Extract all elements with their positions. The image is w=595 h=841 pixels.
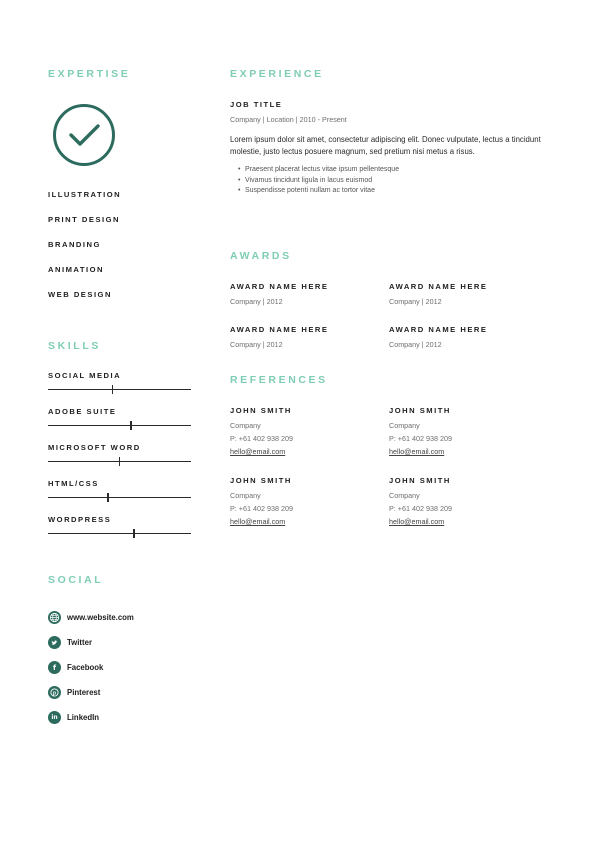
skills-list — [48, 371, 191, 551]
job-description: Lorem ipsum dolor sit amet, consectetur adipiscing elit. Donec vulputate, lectus a tincidunt molestie, justo lectus posuere magnum, sed pretium nisi metus a risus. — [230, 135, 541, 157]
social-label: www.website.com — [67, 613, 134, 622]
experience-entry — [230, 100, 552, 197]
skill-item — [48, 515, 191, 551]
social-item-linkedin[interactable] — [48, 705, 134, 730]
expertise-item: BRANDING — [48, 240, 101, 249]
reference-company: Company — [230, 491, 261, 500]
social-label: Facebook — [67, 663, 104, 672]
award-name: AWARD NAME HERE — [389, 325, 488, 334]
award-detail: Company | 2012 — [230, 340, 283, 349]
reference-email-link[interactable]: hello@email.com — [230, 447, 286, 456]
social-label: LinkedIn — [67, 713, 100, 722]
pinterest-icon — [48, 686, 61, 699]
skill-item — [48, 443, 191, 479]
job-bullet: • Suspendisse potenti nullam ac tortor vitae — [245, 186, 552, 197]
skill-bar — [48, 533, 191, 534]
facebook-icon: f — [48, 661, 61, 674]
skill-name: HTML/CSS — [48, 479, 99, 488]
skill-item — [48, 371, 191, 407]
skill-item — [48, 407, 191, 443]
social-item-website[interactable] — [48, 605, 134, 630]
skill-level-marker — [130, 421, 132, 430]
social-title: SOCIAL — [48, 574, 104, 586]
svg-text:p: p — [52, 690, 57, 697]
job-bullet: • Praesent placerat lectus vitae ipsum pellentesque — [245, 165, 552, 176]
job-meta: Company | Location | 2010 - Present — [230, 115, 347, 124]
skill-name: WORDPRESS — [48, 515, 112, 524]
job-bullets — [230, 165, 552, 197]
reference-name: JOHN SMITH — [389, 406, 451, 415]
experience-title: EXPERIENCE — [230, 68, 324, 80]
award-name: AWARD NAME HERE — [230, 282, 329, 291]
reference-phone: P: +61 402 938 209 — [230, 504, 293, 513]
social-label: Twitter — [67, 638, 92, 647]
social-item-pinterest[interactable] — [48, 680, 134, 705]
references-title: REFERENCES — [230, 374, 328, 386]
award-item — [389, 325, 539, 349]
reference-email-link[interactable]: hello@email.com — [389, 517, 445, 526]
skill-level-marker — [133, 529, 135, 538]
reference-email-link[interactable]: hello@email.com — [389, 447, 445, 456]
reference-phone: P: +61 402 938 209 — [389, 434, 452, 443]
globe-icon — [48, 611, 61, 624]
award-item — [389, 282, 539, 306]
skill-bar — [48, 461, 191, 462]
linkedin-icon: in — [48, 711, 61, 724]
award-item — [230, 282, 380, 306]
skill-bar — [48, 389, 191, 390]
skill-name: MICROSOFT WORD — [48, 443, 141, 452]
skill-name: ADOBE SUITE — [48, 407, 117, 416]
reference-name: JOHN SMITH — [389, 476, 451, 485]
social-item-twitter[interactable] — [48, 630, 134, 655]
social-item-facebook[interactable] — [48, 655, 134, 680]
expertise-item: WEB DESIGN — [48, 290, 112, 299]
reference-item — [230, 406, 380, 458]
skill-level-marker — [112, 385, 114, 394]
award-detail: Company | 2012 — [389, 340, 442, 349]
skill-bar — [48, 425, 191, 426]
twitter-icon — [48, 636, 61, 649]
job-bullet: • Vivamus tincidunt ligula in lacus euismod — [245, 176, 552, 187]
reference-company: Company — [389, 491, 420, 500]
reference-name: JOHN SMITH — [230, 476, 292, 485]
award-item — [230, 325, 380, 349]
skill-bar — [48, 497, 191, 498]
skill-level-marker — [119, 457, 121, 466]
reference-name: JOHN SMITH — [230, 406, 292, 415]
award-name: AWARD NAME HERE — [230, 325, 329, 334]
job-title: JOB TITLE — [230, 100, 283, 109]
award-detail: Company | 2012 — [230, 297, 283, 306]
skill-level-marker — [107, 493, 109, 502]
expertise-title: EXPERTISE — [48, 68, 131, 80]
reference-phone: P: +61 402 938 209 — [230, 434, 293, 443]
award-detail: Company | 2012 — [389, 297, 442, 306]
award-name: AWARD NAME HERE — [389, 282, 488, 291]
skills-title: SKILLS — [48, 340, 101, 352]
reference-item — [230, 476, 380, 528]
expertise-list — [48, 190, 121, 315]
skill-item — [48, 479, 191, 515]
reference-email-link[interactable]: hello@email.com — [230, 517, 286, 526]
expertise-item: ILLUSTRATION — [48, 190, 122, 199]
social-label: Pinterest — [67, 688, 101, 697]
expertise-item: PRINT DESIGN — [48, 215, 121, 224]
social-list — [48, 605, 134, 730]
skill-name: SOCIAL MEDIA — [48, 371, 122, 380]
awards-title: AWARDS — [230, 250, 292, 262]
reference-item — [389, 476, 539, 528]
expertise-item: ANIMATION — [48, 265, 104, 274]
check-circle-icon — [52, 103, 116, 167]
reference-phone: P: +61 402 938 209 — [389, 504, 452, 513]
reference-company: Company — [389, 421, 420, 430]
reference-item — [389, 406, 539, 458]
reference-company: Company — [230, 421, 261, 430]
